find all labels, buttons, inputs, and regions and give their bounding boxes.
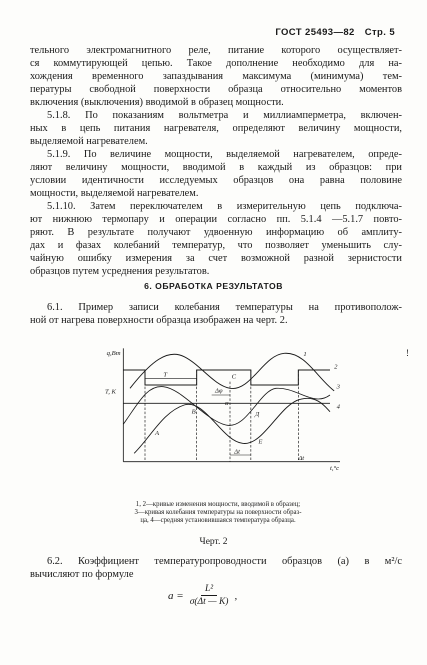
text-line: ют нижнюю термопару и операции согласно пп. 5.1.4 —5.1.7 повто- [30, 214, 402, 225]
text-line: вычисляют по формуле [30, 569, 134, 580]
point-label-b: B [191, 408, 196, 416]
phase-shift-label: Δφ [215, 387, 223, 395]
text-line: 5.1.9. По величине мощности, выделяемой нагревателем, опреде- [47, 149, 402, 160]
curve-label-2: 2 [334, 363, 338, 371]
text-line: ных в цепь питания нагревателя, определяют величину мощности, [30, 123, 402, 134]
text-line: выделяемой нагревателем. [30, 136, 148, 147]
formula-tail: , [234, 590, 238, 602]
formula-numerator: L² [201, 584, 217, 596]
curve-label-3: 3 [336, 383, 340, 391]
figure-caption-line: 3—кривая колебания температуры на поверхности образ- [134, 509, 302, 516]
text-line: ряют. В результате получают удвоенную информацию об амплиту- [30, 227, 402, 238]
text-line: пературы свободной поверхности образца относительно моментов [30, 84, 402, 95]
text-line: чайную ошибку измерения за счет возможной разной зернистости [30, 253, 402, 264]
standard-number: ГОСТ 25493—82 [275, 27, 355, 38]
text-line: 5.1.8. По показаниям вольтметра и миллиамперметра, включен- [47, 110, 402, 121]
delta-t-label-2: Δt [298, 455, 305, 462]
page-header [275, 27, 395, 38]
power-curve [123, 370, 330, 385]
period-label: T [163, 371, 168, 379]
text-line: ной от нагрева поверхности образца изображен на черт. 2. [30, 315, 288, 326]
text-line: 6.2. Коэффициент температуропроводности образцов (a) в м²/с [47, 556, 402, 567]
y-label-mid: T, K [105, 388, 116, 396]
section-heading: 6. ОБРАБОТКА РЕЗУЛЬТАТОВ [144, 281, 283, 291]
formula [168, 584, 237, 608]
text-line: мощности, выделяемой нагревателем. [30, 188, 199, 199]
text-line: дах и фазах колебаний температур, что позволяет уменьшить слу- [30, 240, 402, 251]
formula-denominator: σ(Δt — K) [189, 597, 229, 607]
x-label: t,°c [330, 465, 340, 472]
text-line: образцов путем усреднения результатов. [30, 266, 210, 277]
text-line: 6.1. Пример записи колебания температуры на противополож- [47, 302, 402, 313]
figure-chart [80, 345, 380, 470]
formula-fraction [190, 584, 229, 608]
curve-label-1: 1 [303, 350, 307, 358]
point-label-a: A [155, 430, 160, 437]
text-line: ся коммутирующей цепью. Такое дополнение необходимо для на- [30, 58, 402, 69]
figure-title: Черт. 2 [199, 537, 228, 547]
text-line: ляют величину мощности, вводимой в каждый из образцов: при [30, 162, 402, 173]
text-line: хождения временного запаздывания максимума (минимума) тем- [30, 71, 402, 82]
point-label-d: Д [255, 410, 260, 418]
text-line: условии идентичности исследуемых образцов она равна половине [30, 175, 402, 186]
alpha-label: α [225, 400, 229, 407]
margin-mark: ! [406, 348, 409, 358]
lower-wave [134, 398, 330, 456]
page-number: Стр. 5 [364, 27, 395, 38]
delta-t-label-1: Δt [234, 448, 240, 456]
point-label-c: C [231, 373, 237, 381]
y-label-top: q,Вт [106, 350, 121, 357]
formula-lhs: a = [168, 590, 184, 602]
text-line: тельного электромагнитного реле, питание которого осуществляет- [30, 45, 402, 56]
figure-caption-line: 1, 2—кривые изменения мощности, вводимой в образец; [135, 501, 301, 508]
figure-caption-line: ца, 4—средняя установившаяся температура образца. [140, 517, 296, 524]
text-line: 5.1.10. Затем переключателем в измерительную цепь подключа- [47, 201, 402, 212]
figure-svg [80, 345, 380, 470]
point-label-e: E [258, 438, 263, 446]
text-line: включения (выключения) вводимой в образец мощности. [30, 97, 284, 108]
curve-label-4: 4 [336, 403, 340, 411]
